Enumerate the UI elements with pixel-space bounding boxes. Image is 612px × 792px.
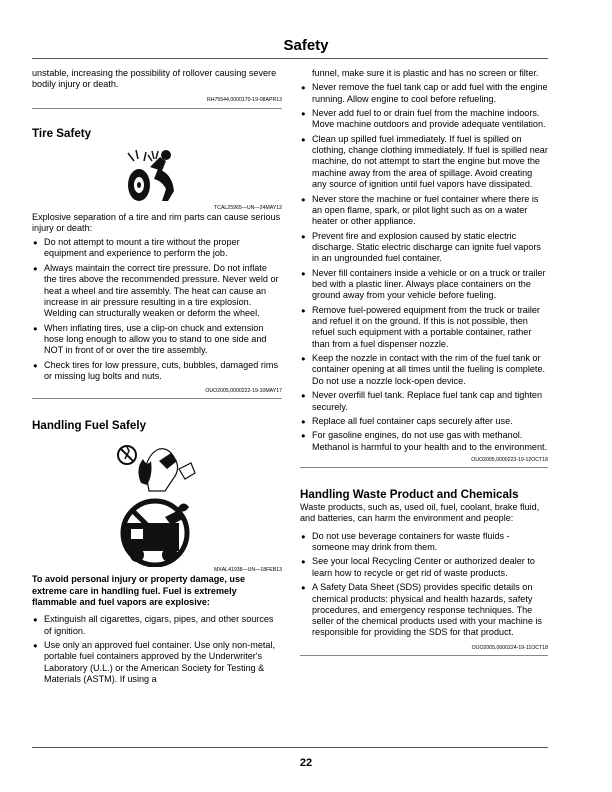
list-item: ● Never overfill fuel tank. Replace fuel tank cap and tighten securely. — [300, 390, 548, 413]
left-column — [32, 68, 282, 688]
intro-paragraph: unstable, increasing the possibility of rollover causing severe bodily injury or death. — [32, 68, 277, 90]
section-divider — [300, 655, 548, 656]
reference-code: OUO2005,0000222-19-10MAY17 — [205, 388, 282, 395]
fuel-bullet-list — [32, 614, 282, 685]
list-item: ● Prevent fire and explosion caused by static electric discharge. Static electric discharge can ignite fuel vapors in an ungrounded fuel container. — [300, 231, 548, 265]
waste-bullet-list — [300, 531, 548, 639]
section-divider — [32, 398, 282, 399]
list-item: ● When inflating tires, use a clip-on chuck and extension hose long enough to allow you to stand to one side and NOT in front of or over the tire assembly. — [32, 323, 282, 357]
list-item: ● Use only an approved fuel container. Use only non-metal, portable fuel containers approved by the Underwriter's Laboratory (U.L.) or the American Society for Testing & Materials (ASTM). If using a — [32, 640, 282, 685]
tire-explosion-icon — [122, 147, 192, 205]
reference-code: OUO2005,0000223-19-12OCT18 — [471, 457, 548, 464]
reference-code: OUO2005,0000224-19-11OCT18 — [471, 644, 548, 651]
page-number: 22 — [299, 757, 313, 769]
list-item: ● Always maintain the correct tire pressure. Do not inflate the tires above the recommended pressure. Never weld or heat a wheel and tire assembly. The heat can cause an increase in air pressure resulting in a tire explosion. Welding can structurally weaken or deform the wheel. — [32, 263, 282, 319]
footer-rule — [32, 747, 548, 748]
section-divider — [32, 108, 282, 109]
list-item: ● Never fill containers inside a vehicle or on a truck or trailer bed with a plastic liner. Always place containers on the ground away from your vehicle before fueling. — [300, 268, 548, 302]
list-item: ● Clean up spilled fuel immediately. If fuel is spilled on clothing, change clothing immediately. If fuel is spilled near machine, do not attempt to start the engine but move the machine away from the area of spillage. Avoid creating any source of ignition until fuel vapors have dissipated. — [300, 134, 548, 190]
tire-safety-heading: Tire Safety — [32, 126, 92, 140]
reference-code: RH75544,0000170-19-08APR13 — [207, 96, 282, 103]
fuel-continued-text: funnel, make sure it is plastic and has no screen or filter. — [312, 68, 539, 78]
fuel-flame-illustration — [32, 439, 282, 495]
right-column — [300, 68, 548, 656]
tire-explosion-illustration — [32, 147, 282, 205]
list-item: ● Never remove the fuel tank cap or add fuel with the engine running. Allow engine to cool before refueling. — [300, 82, 548, 105]
page-header-title: Safety — [283, 37, 329, 54]
waste-lead: Waste products, such as, used oil, fuel, coolant, brake fluid, and batteries, can harm the environment and people: — [300, 502, 540, 524]
list-item: ● Remove fuel-powered equipment from the truck or trailer and refuel it on the ground. If this is not possible, then refuel such equipment with a portable container, rather than from a fuel dispenser nozzle. — [300, 305, 548, 350]
list-item: ● Check tires for low pressure, cuts, bubbles, damaged rims or missing lug bolts and nuts. — [32, 360, 282, 383]
list-item: ● Do not attempt to mount a tire without the proper equipment and experience to perform the job. — [32, 237, 282, 260]
no-smoking-fueling-illustration — [32, 497, 282, 567]
list-item: ● See your local Recycling Center or authorized dealer to learn how to recycle or get rid of waste products. — [300, 556, 548, 579]
list-item: ● Keep the nozzle in contact with the rim of the fuel tank or container opening at all times until the fueling is complete. Do not use a nozzle lock-open device. — [300, 353, 548, 387]
flame-hazard-icon — [115, 439, 199, 495]
list-item: ● Never add fuel to or drain fuel from the machine indoors. Move machine outdoors and provide adequate ventilation. — [300, 108, 548, 131]
fuel-bullet-list-continued — [300, 82, 548, 453]
figure-reference: TCAL25965—UN—24MAY12 — [214, 204, 282, 211]
tire-lead: Explosive separation of a tire and rim parts can cause serious injury or death: — [32, 211, 281, 233]
header-rule — [32, 58, 548, 59]
list-item: ● For gasoline engines, do not use gas with methanol. Methanol is harmful to your health and to the environment. — [300, 430, 548, 453]
section-divider — [300, 467, 548, 468]
fuel-lead: To avoid personal injury or property damage, use extreme care in handling fuel. Fuel is extremely flammable and fuel vapors are explosive: — [32, 574, 246, 607]
list-item: ● A Safety Data Sheet (SDS) provides specific details on chemical products: physical and health hazards, safety procedures, and emergency response techniques. The seller of the chemical products used with your machine is responsible for providing the SDS for that product. — [300, 582, 548, 638]
tire-bullet-list — [32, 237, 282, 382]
list-item: ● Replace all fuel container caps securely after use. — [300, 416, 548, 427]
list-item: ● Extinguish all cigarettes, cigars, pipes, and other sources of ignition. — [32, 614, 282, 637]
figure-reference: MXAL41938—UN—18FEB13 — [213, 567, 282, 574]
no-fueling-prohibition-icon — [107, 497, 207, 567]
waste-heading: Handling Waste Product and Chemicals — [300, 488, 519, 502]
fuel-heading: Handling Fuel Safely — [32, 419, 147, 433]
list-item: ● Do not use beverage containers for waste fluids - someone may drink from them. — [300, 531, 548, 554]
list-item: ● Never store the machine or fuel container where there is an open flame, spark, or pilot light such as on a water heater or other appliance. — [300, 194, 548, 228]
